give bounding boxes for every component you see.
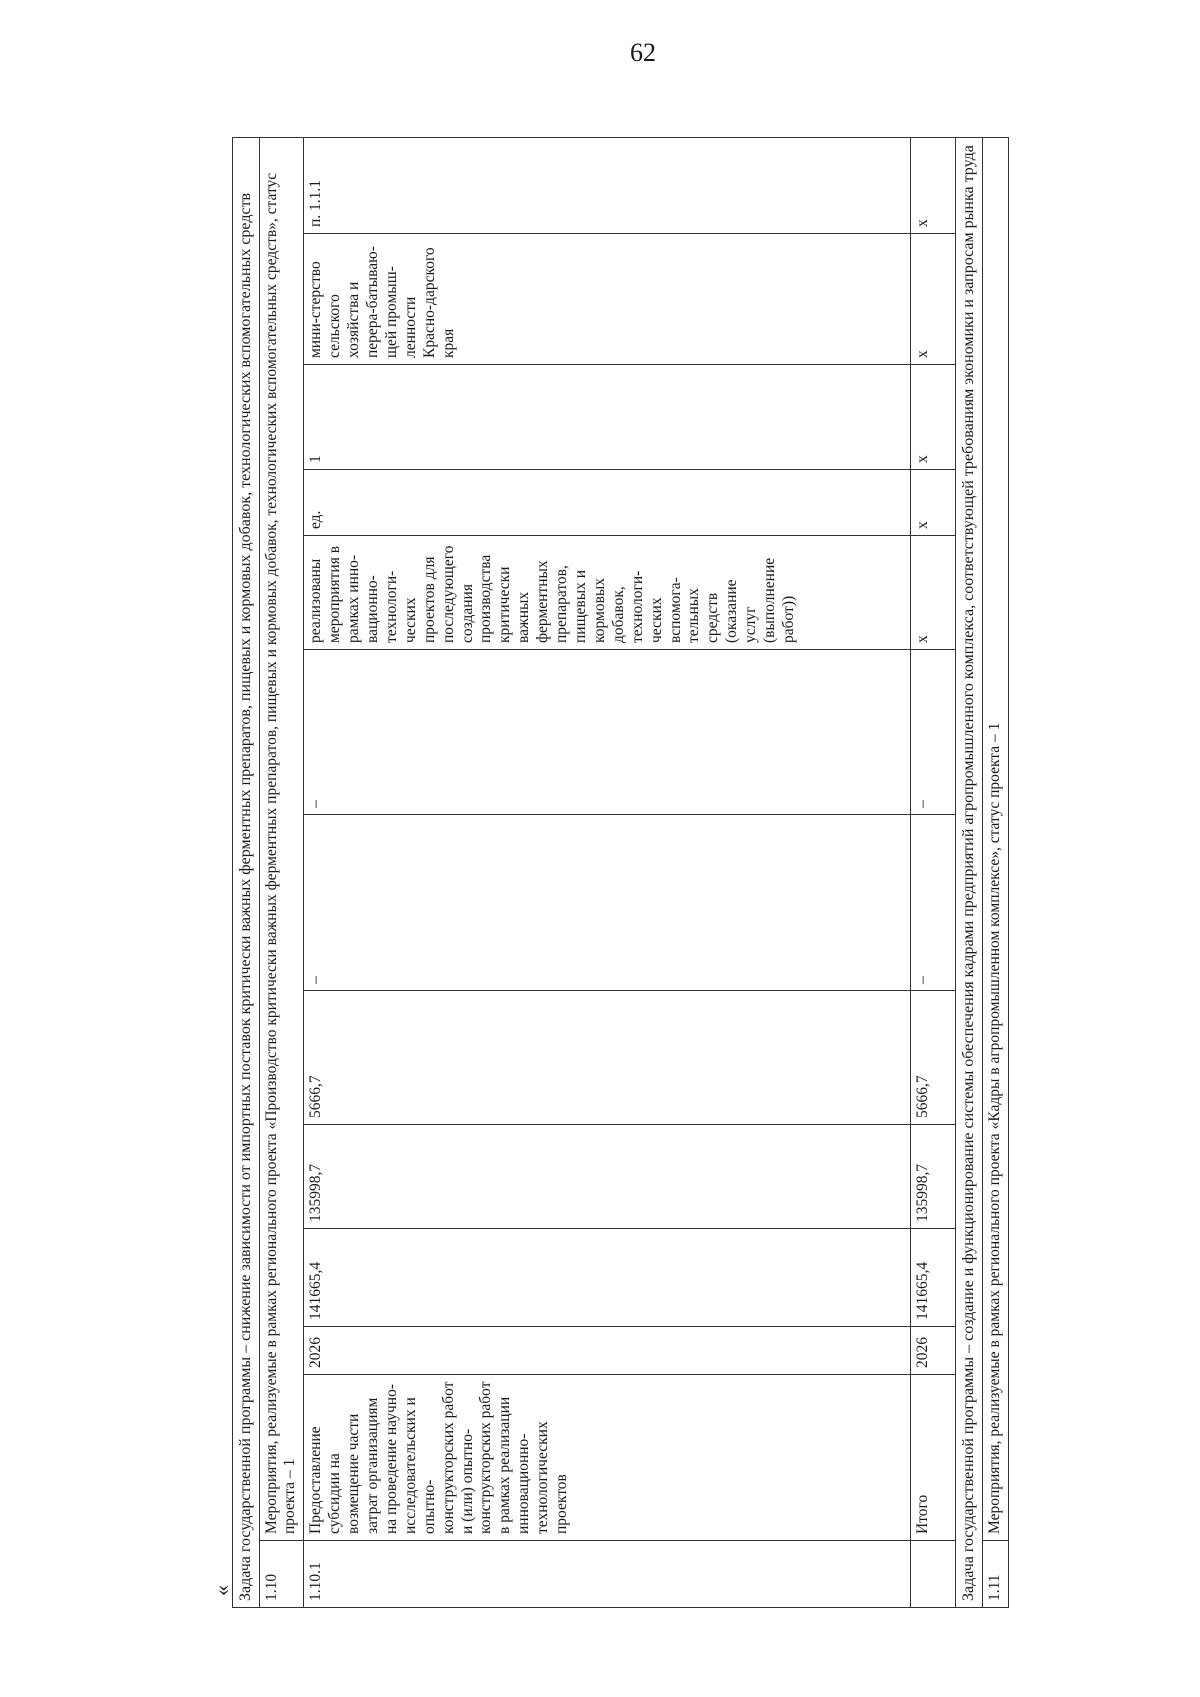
- opening-quote-mark: «: [209, 1585, 234, 1596]
- total-executor-ref-cell: [911, 137, 956, 364]
- value-cell: 1: [304, 365, 911, 470]
- total-result: х: [911, 536, 956, 650]
- section-1-11-title: Мероприятия, реализуемые в рамках регионального проекта «Кадры в агропромышленном комплексе», статус проекта – 1: [982, 137, 1008, 1540]
- total-empty-number: [911, 1541, 956, 1608]
- activity-name: Предоставление субсидии на возмещение части затрат организациям на проведение научно-исследовательских и опытно-конструкторских работ и (или) опытно-конструкторских работ в рамках реализации инновационно-технологических проектов: [304, 1375, 911, 1541]
- section-row-1-10: [259, 137, 304, 1607]
- ref-cell: п. 1.1.1: [307, 179, 325, 227]
- local-amount-cell: –: [304, 815, 911, 991]
- extra-amount-cell: –: [304, 650, 911, 815]
- total-local: –: [911, 815, 956, 991]
- task-2-text: Задача государственной программы – создание и функционирование системы обеспечения кадрами предприятий агропромышленного комплекса, соответствующей требованиям экономики и запросам рынка труда: [956, 137, 983, 1607]
- total-extra: –: [911, 650, 956, 815]
- total-federal: 135998,7: [911, 1125, 956, 1229]
- federal-amount-cell: 135998,7: [304, 1125, 911, 1229]
- row-number: 1.10.1: [304, 1541, 911, 1608]
- executor-ref-cell: [304, 137, 911, 364]
- total-total: 141665,4: [911, 1229, 956, 1327]
- total-ref: х: [914, 219, 932, 227]
- section-1-10-number: 1.10: [259, 1541, 304, 1608]
- regional-amount-cell: 5666,7: [304, 991, 911, 1125]
- total-value: х: [911, 365, 956, 470]
- table-row-1-10-1: [304, 137, 911, 1607]
- program-table: [232, 137, 1009, 1608]
- section-1-10-title: Мероприятия, реализуемые в рамках регионального проекта «Производство критически важных ферментных препаратов, пищевых и кормовых добавок, технологических вспомогательных средств», статус проекта – 1: [259, 137, 304, 1540]
- page-number: 62: [630, 38, 656, 67]
- total-label: Итого: [911, 1375, 956, 1541]
- total-unit: х: [911, 470, 956, 536]
- total-executor: х: [911, 233, 955, 364]
- section-1-11-number: 1.11: [982, 1541, 1008, 1608]
- task-row-2: [956, 137, 983, 1607]
- year-cell: 2026: [304, 1327, 911, 1375]
- result-cell: реализованы мероприятия в рамках инно-вационно-технологи-ческих проектов для последующего создания производства критически важных ферментных препаратов, пищевых и кормовых добавок, технологи-ческих вспомога-тельных средств (оказание услуг (выполнение работ)): [304, 536, 911, 650]
- unit-cell: ед.: [304, 470, 911, 536]
- total-year: 2026: [911, 1327, 956, 1375]
- total-regional: 5666,7: [911, 991, 956, 1125]
- executor-cell: мини-стерство сельского хозяйства и перера-батываю-щей промыш-ленности Красно-дарского края: [304, 233, 910, 364]
- table-row-total: [911, 137, 956, 1607]
- total-amount-cell: 141665,4: [304, 1229, 911, 1327]
- task-1-text: Задача государственной программы – снижение зависимости от импортных поставок критически важных ферментных препаратов, пищевых и кормовых добавок, технологических вспомогательных средств: [233, 137, 260, 1607]
- section-row-1-11: [982, 137, 1008, 1607]
- task-row-1: [233, 137, 260, 1607]
- rotated-table-container: [232, 138, 1112, 1608]
